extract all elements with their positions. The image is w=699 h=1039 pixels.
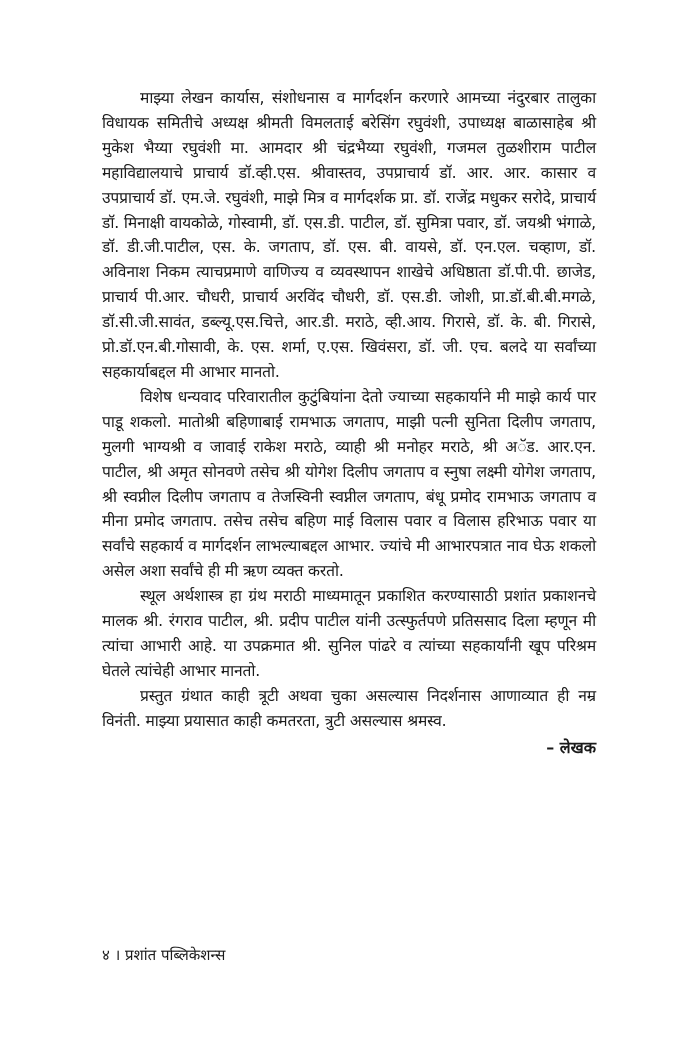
paragraph-acknowledgement-publisher: स्थूल अर्थशास्त्र हा ग्रंथ मराठी माध्यमातून प्रकाशित करण्यासाठी प्रशांत प्रकाशनचे मालक श्री. रंगराव पाटील, श्री. प्रदीप पाटील यांनी उत्स्फुर्तपणे प्रतिससाद दिला म्हणून मी त्यांचा आभारी आहे. या उपक्रमात श्री. सुनिल पांढरे व त्यांच्या सहकार्यांनी खूप परिश्रम घेतले त्यांचेही आभार मानतो. <box>102 587 596 680</box>
page-footer: ४ । प्रशांत पब्लिकेशन्स <box>102 946 226 964</box>
paragraph-errata-request: प्रस्तुत ग्रंथात काही त्रूटी अथवा चुका असल्यास निदर्शनास आणाव्यात ही नम्र विनंती. माझ्या प्रयासात काही कमतरता, त्रुटी असल्यास श्रमस्व. <box>102 686 596 730</box>
acknowledgement-text <box>102 86 596 760</box>
paragraph-acknowledgement-mentors: माझ्या लेखन कार्यास, संशोधनास व मार्गदर्शन करणारे आमच्या नंदुरबार तालुका विधायक समितीचे अध्यक्ष श्रीमती विमलताई बरेसिंग रघुवंशी, उपाध्यक्ष बाळासाहेब श्री मुकेश भैय्या रघुवंशी मा. आमदार श्री चंद्रभैय्या रघुवंशी, गजमल तुळशीराम पाटील महाविद्यालयाचे प्राचार्य डॉ.व्ही.एस. श्रीवास्तव, उपप्राचार्य डॉ. आर. आर. कासार व उपप्राचार्य डॉ. एम.जे. रघुवंशी, माझे मित्र व मार्गदर्शक प्रा. डॉ. राजेंद्र मधुकर सरोदे, प्राचार्य डॉ. मिनाक्षी वायकोळे, गोस्वामी, डॉ. एस.डी. पाटील, डॉ. सुमित्रा पवार, डॉ. जयश्री भंगाळे, डॉ. डी.जी.पाटील, एस. के. जगताप, डॉ. एस. बी. वायसे, डॉ. एन.एल. चव्हाण, डॉ. अविनाश निकम त्याचप्रमाणे वाणिज्य व व्यवस्थापन शाखेचे अधिष्ठाता डॉ.पी.पी. छाजेड, प्राचार्य पी.आर. चौधरी, प्राचार्य अरविंद चौधरी, डॉ. एस.डी. जोशी, प्रा.डॉ.बी.बी.मगळे, डॉ.सी.जी.सावंत, डब्ल्यू.एस.चित्ते, आर.डी. मराठे, व्ही.आय. गिरासे, डॉ. के. बी. गिरासे, प्रो.डॉ.एन.बी.गोसावी, के. एस. शर्मा, ए.एस. खिवंसरा, डॉ. जी. एच. बलदे या सर्वांच्या सहकार्याबद्दल मी आभार मानतो. <box>102 89 596 381</box>
paragraph-acknowledgement-family: विशेष धन्यवाद परिवारातील कुटुंबियांना देतो ज्याच्या सहकार्याने मी माझे कार्य पार पाडू शकलो. मातोश्री बहिणाबाई रामभाऊ जगताप, माझी पत्नी सुनिता दिलीप जगताप, मुलगी भाग्यश्री व जावाई राकेश मराठे, व्याही श्री मनोहर मराठे, श्री अॅड. आर.एन. पाटील, श्री अमृत सोनवणे तसेच श्री योगेश दिलीप जगताप व स्नुषा लक्ष्मी योगेश जगताप, श्री स्वप्नील दिलीप जगताप व तेजस्विनी स्वप्नील जगताप, बंधू प्रमोद रामभाऊ जगताप व मीना प्रमोद जगताप. तसेच तसेच बहिण माई विलास पवार व विलास हरिभाऊ पवार या सर्वांचे सहकार्य व मार्गदर्शन लाभल्याबद्दल आभार. ज्यांचे मी आभारपत्रात नाव घेऊ शकलो असेल अशा सर्वांचे ही मी ऋण व्यक्त करतो. <box>102 387 596 581</box>
author-signature: – लेखक <box>546 737 596 757</box>
